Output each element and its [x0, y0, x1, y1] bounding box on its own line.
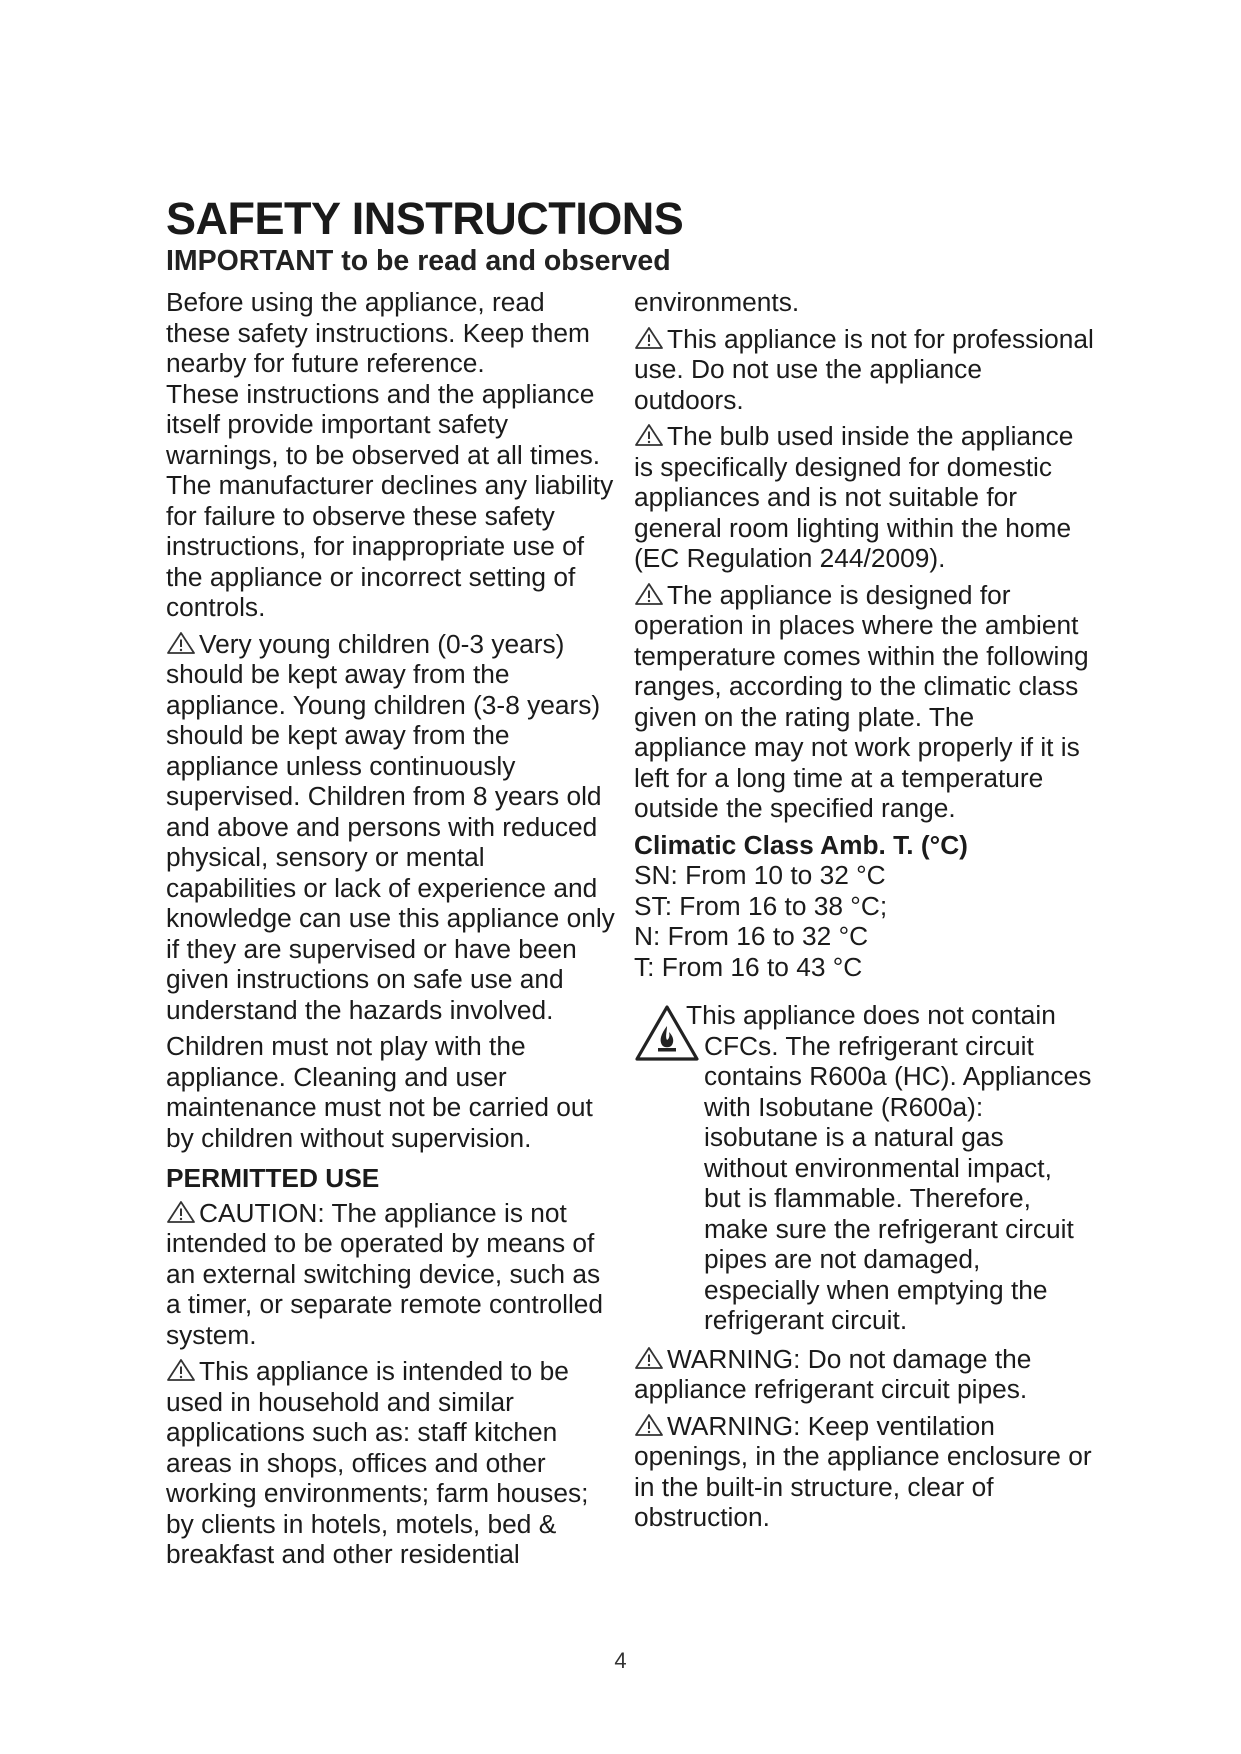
climatic-class-row: ST: From 16 to 38 °C; — [634, 890, 888, 921]
children-warning-text: Very young children (0-3 years) should be kept away from the appliance. Young children (3-8 years) should be kept away from the appliance unless continuously supervised. Children from 8 years old and above and persons with reduced physical, sensory or mental capabilities or lack of experience and knowledge can use this appliance only if they are supervised or have been given instructions on safe use and understand the hazards involved. — [166, 628, 615, 1025]
children-warning-paragraph — [166, 629, 616, 1026]
cfc-first-word: This — [686, 1000, 736, 1030]
bulb-paragraph — [634, 421, 1094, 574]
warning-triangle-icon — [166, 631, 196, 655]
not-professional-paragraph — [634, 324, 1094, 416]
warning-triangle-icon — [634, 326, 664, 350]
warning-pipes-text: WARNING: Do not damage the appliance refrigerant circuit pipes. — [634, 1343, 1032, 1404]
warning-triangle-icon — [634, 1413, 664, 1437]
page-subtitle: IMPORTANT to be read and observed — [166, 245, 671, 277]
cfc-paragraph — [634, 1000, 1094, 1336]
household-use-text: This appliance is intended to be used in household and similar applications such as: staff kitchen areas in shops, offices and other working environments; farm houses; by clients in hotels, motels, bed & breakfast and other residential — [166, 1356, 589, 1569]
right-column — [634, 287, 1094, 1539]
ambient-text: The appliance is designed for operation in places where the ambient temperature comes within the following ranges, according to the climatic class given on the rating plate. The appliance may not work properly if it is left for a long time at a temperature outside the specified range. — [634, 579, 1089, 823]
cfc-text: appliance does not contain CFCs. The refrigerant circuit contains R600a (HC). Appliances with Isobutane (R600a): isobutane is a natural gas without environmental impact, but is flammable. Therefore, make sure the refrigerant circuit pipes are not damaged, especially when emptying the refrigerant circuit. — [704, 1000, 1092, 1335]
ambient-paragraph — [634, 580, 1094, 824]
page-title: SAFETY INSTRUCTIONS — [166, 193, 684, 244]
warning-triangle-icon — [634, 423, 664, 447]
climatic-class-row: N: From 16 to 32 °C — [634, 921, 869, 951]
household-use-paragraph — [166, 1356, 616, 1570]
warning-triangle-icon — [634, 582, 664, 606]
warning-triangle-icon — [634, 1346, 664, 1370]
climatic-class-table — [634, 830, 1094, 983]
permitted-use-heading: PERMITTED USE — [166, 1163, 380, 1193]
warning-pipes-paragraph — [634, 1344, 1094, 1405]
caution-text: CAUTION: The appliance is not intended to be operated by means of an external switching device, such as a timer, or separate remote controlled system. — [166, 1197, 604, 1350]
climatic-class-row: T: From 16 to 43 °C — [634, 951, 863, 982]
warning-triangle-icon — [166, 1358, 196, 1382]
warning-ventilation-text: WARNING: Keep ventilation openings, in the appliance enclosure or in the built-in structure, clear of obstruction. — [634, 1410, 1092, 1532]
bulb-text: The bulb used inside the appliance is specifically designed for domestic appliances and is not suitable for general room lighting within the home (EC Regulation 244/2009). — [634, 421, 1074, 573]
page-number: 4 — [614, 1648, 627, 1673]
warning-triangle-icon — [166, 1200, 196, 1224]
not-professional-text: This appliance is not for professional use. Do not use the appliance outdoors. — [634, 323, 1094, 415]
intro-paragraph-1: Before using the appliance, read these safety instructions. Keep them nearby for future reference. — [166, 287, 590, 378]
warning-ventilation-paragraph — [634, 1411, 1094, 1533]
caution-paragraph — [166, 1198, 616, 1351]
children-play-paragraph: Children must not play with the appliance. Cleaning and user maintenance must not be carried out by children without supervision. — [166, 1031, 593, 1153]
continuation-paragraph: environments. — [634, 287, 800, 317]
climatic-class-row: SN: From 10 to 32 °C — [634, 860, 886, 890]
left-column — [166, 287, 616, 1576]
flammable-warning-icon — [634, 1004, 700, 1062]
climatic-class-heading: Climatic Class Amb. T. (°C) — [634, 829, 968, 860]
intro-paragraph-2: These instructions and the appliance itself provide important safety warnings, to be observed at all times. The manufacturer declines any liability for failure to observe these safety instructions, for inappropriate use of the appliance or incorrect setting of controls. — [166, 378, 614, 622]
